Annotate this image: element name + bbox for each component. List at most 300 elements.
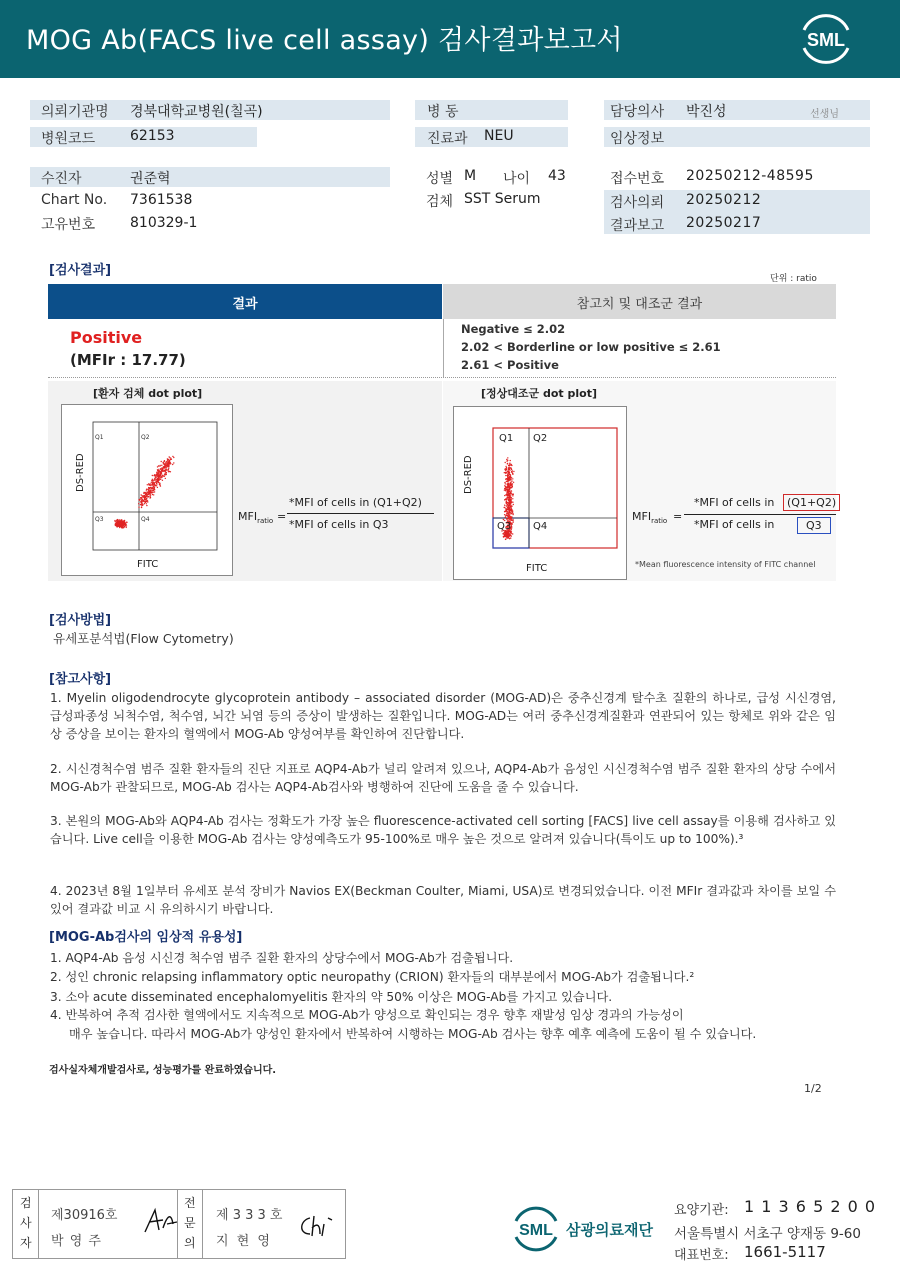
dot xyxy=(126,527,127,528)
examiner-name: 박 영 주 xyxy=(51,1234,102,1249)
dot xyxy=(508,514,509,515)
dot xyxy=(512,473,513,474)
dot xyxy=(512,495,513,496)
dot xyxy=(507,504,508,505)
specialist-signature xyxy=(296,1212,336,1240)
sml-footer-logo xyxy=(510,1203,562,1255)
dot xyxy=(505,462,506,463)
dot xyxy=(504,505,505,506)
note-4: 4. 2023년 8월 1일부터 유세포 분석 장비가 Navios EX(Beckman Coulter, Miami, USA)로 변경되었습니다. 이전 MFIr 결과값과 차이를 보일 수 있어 결과값 비교 시 유의하시기 바랍니다. xyxy=(50,884,836,916)
dot xyxy=(162,480,163,481)
utility-item: 3. 소아 acute disseminated encephalomyelitis 환자의 약 50% 이상은 MOG-Ab를 가지고 있습니다. xyxy=(50,990,613,1004)
dot xyxy=(510,503,511,504)
dot xyxy=(152,481,153,482)
dot xyxy=(511,533,512,534)
control-y-axis-label: DS-RED xyxy=(463,455,474,494)
sml-logo xyxy=(796,10,856,68)
dot xyxy=(508,483,509,484)
dot xyxy=(511,471,512,472)
inst-code-label: 요양기관: xyxy=(674,1203,729,1218)
dot xyxy=(148,493,149,494)
dot xyxy=(143,492,144,493)
dot xyxy=(172,464,173,465)
dot xyxy=(504,514,505,515)
dot xyxy=(155,479,156,480)
results-section-title: [검사결과] xyxy=(49,263,112,278)
dot xyxy=(506,492,507,493)
dot xyxy=(158,482,159,483)
dot xyxy=(512,514,513,515)
dot xyxy=(508,515,509,516)
dot xyxy=(117,520,118,521)
reference-column-header xyxy=(443,284,836,319)
dot xyxy=(511,497,512,498)
dot xyxy=(502,533,503,534)
dot xyxy=(157,470,158,471)
dot xyxy=(157,487,158,488)
dot xyxy=(506,532,507,533)
dot xyxy=(144,495,145,496)
dot xyxy=(509,467,510,468)
dot xyxy=(512,522,513,523)
dot xyxy=(505,466,506,467)
dot xyxy=(121,522,122,523)
dot xyxy=(156,474,157,475)
address: 서울특별시 서초구 양재동 9-60 xyxy=(674,1226,861,1242)
dot xyxy=(506,481,507,482)
control-denominator: *MFI of cells in xyxy=(694,518,775,531)
dot xyxy=(510,513,511,514)
dot xyxy=(146,493,147,494)
hospital-code-value: 62153 xyxy=(130,128,175,144)
dot xyxy=(159,484,160,485)
inst-code: 1 1 3 6 5 2 0 0 xyxy=(744,1197,877,1216)
dot xyxy=(160,477,161,478)
dot xyxy=(148,483,149,484)
dot xyxy=(161,461,162,462)
dot xyxy=(154,491,155,492)
info-bar xyxy=(30,167,390,187)
dot xyxy=(512,498,513,499)
dot xyxy=(154,487,155,488)
dot xyxy=(165,467,166,468)
dot xyxy=(169,457,170,458)
dot xyxy=(511,511,512,512)
reference-borderline: 2.02 < Borderline or low positive ≤ 2.61 xyxy=(461,340,721,354)
dot xyxy=(508,495,509,496)
svg-text:Q4: Q4 xyxy=(141,516,150,523)
svg-text:Q4: Q4 xyxy=(533,521,548,532)
dot xyxy=(146,498,147,499)
dot xyxy=(513,471,514,472)
dot xyxy=(510,493,511,494)
dot xyxy=(167,459,168,460)
dot xyxy=(168,471,169,472)
control-eq: = xyxy=(673,510,683,523)
dot xyxy=(506,505,507,506)
dot xyxy=(510,476,511,477)
institution-value: 경북대학교병원(칠곡) xyxy=(130,104,263,120)
dot xyxy=(510,535,511,536)
dot xyxy=(139,499,140,500)
dot xyxy=(506,499,507,500)
dot xyxy=(170,463,171,464)
dot xyxy=(505,533,506,534)
dot xyxy=(122,524,123,525)
doctor-suffix: 선생님 xyxy=(810,109,839,120)
result-mfir: (MFIr : 17.77) xyxy=(70,351,186,369)
patient-denominator: *MFI of cells in Q3 xyxy=(289,518,389,531)
dot xyxy=(511,517,512,518)
dot xyxy=(153,484,154,485)
dot xyxy=(508,486,509,487)
dot xyxy=(507,495,508,496)
svg-text:Q2: Q2 xyxy=(533,433,548,444)
dot xyxy=(140,501,141,502)
ward-label: 병 동 xyxy=(427,104,459,120)
patient-value: 권준혁 xyxy=(130,171,171,187)
dot xyxy=(165,478,166,479)
dot xyxy=(505,511,506,512)
dot xyxy=(124,520,125,521)
dot xyxy=(153,494,154,495)
dot xyxy=(503,536,504,537)
age-value: 43 xyxy=(548,168,566,184)
dot xyxy=(160,479,161,480)
result-positive: Positive xyxy=(70,328,143,347)
dot xyxy=(509,463,510,464)
specimen-value: SST Serum xyxy=(464,191,541,207)
fraction-bar xyxy=(287,513,434,514)
receipt-no-value: 20250212-48595 xyxy=(686,168,814,184)
dot xyxy=(508,533,509,534)
dot xyxy=(159,475,160,476)
dot xyxy=(121,527,122,528)
dot xyxy=(161,477,162,478)
svg-text:Q1: Q1 xyxy=(499,433,514,444)
dot xyxy=(510,494,511,495)
dot xyxy=(512,478,513,479)
dot xyxy=(170,459,171,460)
svg-text:Q3: Q3 xyxy=(95,516,104,523)
notes-section-title: [참고사항] xyxy=(49,672,112,687)
dot xyxy=(507,457,508,458)
dot xyxy=(504,534,505,535)
doctor-value: 박진성 xyxy=(686,104,727,120)
dot xyxy=(507,483,508,484)
dot xyxy=(147,501,148,502)
dot xyxy=(505,490,506,491)
patient-eq: = xyxy=(277,510,287,523)
dot xyxy=(156,481,157,482)
result-divider xyxy=(48,377,836,378)
dot xyxy=(146,503,147,504)
patient-label: 수진자 xyxy=(41,171,82,187)
specialist-label-cell: 전 문 의 xyxy=(177,1190,203,1258)
dot xyxy=(146,489,147,490)
dot xyxy=(510,537,511,538)
column-divider xyxy=(443,319,444,377)
dot xyxy=(161,465,162,466)
patient-plot-title: [환자 검체 dot plot] xyxy=(93,387,203,400)
dot xyxy=(120,520,121,521)
utility-item: 4. 반복하여 추적 검사한 혈액에서도 지속적으로 MOG-Ab가 양성으로 확인되는 경우 향후 재발성 임상 경과의 가능성이 xyxy=(50,1008,684,1022)
dot xyxy=(151,484,152,485)
dot xyxy=(505,468,506,469)
svg-text:Q3: Q3 xyxy=(497,521,512,532)
dot xyxy=(504,499,505,500)
dot xyxy=(118,523,119,524)
dot xyxy=(507,518,508,519)
result-column-header xyxy=(48,284,442,319)
dot xyxy=(509,489,510,490)
dot xyxy=(147,484,148,485)
report-date-label: 결과보고 xyxy=(610,218,665,234)
dot xyxy=(505,479,506,480)
dot xyxy=(119,522,120,523)
phone-label: 대표번호: xyxy=(674,1248,729,1263)
dot xyxy=(504,495,505,496)
patient-mfi-label: $MFI_{ratio}$ xyxy=(238,510,274,526)
dot xyxy=(142,495,143,496)
patient-dot-plot xyxy=(61,404,233,576)
dot xyxy=(509,512,510,513)
hospital-code-label: 병원코드 xyxy=(41,131,96,147)
report-title: MOG Ab(FACS live cell assay) 검사결과보고서 xyxy=(26,25,623,56)
unique-id-label: 고유번호 xyxy=(41,217,96,233)
dot xyxy=(511,468,512,469)
dot xyxy=(151,480,152,481)
dot xyxy=(119,526,120,527)
sex-value: M xyxy=(464,168,477,184)
dot xyxy=(138,503,139,504)
svg-text:SML: SML xyxy=(519,1222,553,1239)
dot xyxy=(510,479,511,480)
dot xyxy=(168,469,169,470)
chart-no-value: 7361538 xyxy=(130,192,193,208)
dot xyxy=(159,470,160,471)
dot xyxy=(504,485,505,486)
dot xyxy=(512,494,513,495)
dot xyxy=(506,486,507,487)
dot xyxy=(168,463,169,464)
dot xyxy=(157,474,158,475)
control-plot-title: [정상대조군 dot plot] xyxy=(481,387,597,400)
dot xyxy=(156,483,157,484)
control-numerator: *MFI of cells in xyxy=(694,496,775,509)
dot xyxy=(508,505,509,506)
dot xyxy=(156,477,157,478)
dot xyxy=(126,524,127,525)
request-date-label: 검사의뢰 xyxy=(610,195,665,211)
report-header xyxy=(0,0,900,78)
dot xyxy=(148,487,149,488)
page-number: 1/2 xyxy=(804,1082,822,1095)
dot xyxy=(158,465,159,466)
dot xyxy=(138,507,139,508)
dot xyxy=(148,496,149,497)
fraction-bar xyxy=(684,514,836,515)
dot xyxy=(150,487,151,488)
dot xyxy=(505,472,506,473)
dot xyxy=(146,505,147,506)
dot xyxy=(510,506,511,507)
specimen-label: 검체 xyxy=(426,194,454,210)
dot xyxy=(159,465,160,466)
dot xyxy=(506,461,507,462)
dot xyxy=(164,474,165,475)
specialist-license-no: 제 3 3 3 호 xyxy=(216,1208,283,1223)
institution-label: 의뢰기관명 xyxy=(41,104,109,120)
control-dot-plot xyxy=(453,406,627,580)
note-1: 1. Myelin oligodendrocyte glycoprotein antibody – associated disorder (MOG-AD)은 중추신경계 탈수초 질환의 하나로, 급성 시신경염, 급성파종성 뇌척수염, 척수염, 뇌간 뇌염 등의 증상이 발생하는 질환입니다. MOG-AD는 여러 중추신경계질환과 연관되어 있는 항체로 위와 같은 임상 증상을 보이는 환자의 혈액에서 MOG-Ab 양성여부를 확인하여 진단합니다. xyxy=(50,691,836,741)
dot xyxy=(142,501,143,502)
dot xyxy=(512,533,513,534)
dot xyxy=(167,458,168,459)
dot xyxy=(154,475,155,476)
utility-item: 1. AQP4-Ab 음성 시신경 척수염 범주 질환 환자의 상당수에서 MOG-Ab가 검출됩니다. xyxy=(50,951,514,965)
dot xyxy=(513,482,514,483)
clinical-info-label: 임상정보 xyxy=(610,131,665,147)
svg-text:SML: SML xyxy=(807,30,845,50)
dot xyxy=(511,480,512,481)
examiner-label-cell: 검 사 자 xyxy=(13,1190,39,1258)
note-3: 3. 본원의 MOG-Ab와 AQP4-Ab 검사는 정확도가 가장 높은 fluorescence-activated cell sorting [FACS] live cell assay를 이용해 검사하고 있습니다. Live cell을 이용한 MOG-Ab 검사는 양성예측도가 95-100%로 매우 높은 것으로 알려져 있습니다(특이도 up to 100%).³ xyxy=(50,814,836,846)
dot xyxy=(141,494,142,495)
note-2: 2. 시신경척수염 범주 질환 환자들의 진단 지표로 AQP4-Ab가 널리 알려져 있으나, AQP4-Ab가 음성인 시신경척수염 범주 질환 환자의 상당 수에서 MOG-Ab가 관찰되므로, MOG-Ab 검사는 AQP4-Ab검사와 병행하여 진단에 도움을 줄 수 있습니다. xyxy=(50,762,836,794)
utility-section-title: [MOG-Ab검사의 임상적 유용성] xyxy=(49,930,243,945)
dot xyxy=(506,508,507,509)
control-x-axis-label: FITC xyxy=(526,563,548,574)
dot xyxy=(507,497,508,498)
dot xyxy=(168,466,169,467)
control-mfi-label: $MFI_{ratio}$ xyxy=(632,510,668,526)
dot xyxy=(160,473,161,474)
dot xyxy=(507,463,508,464)
dot xyxy=(505,483,506,484)
dot xyxy=(158,472,159,473)
dot xyxy=(163,467,164,468)
dot xyxy=(153,486,154,487)
dot xyxy=(121,524,122,525)
dot xyxy=(143,500,144,501)
dot xyxy=(506,515,507,516)
dot xyxy=(505,475,506,476)
dot xyxy=(152,488,153,489)
dot xyxy=(126,522,127,523)
dot xyxy=(144,503,145,504)
footnote: *Mean fluorescence intensity of FITC channel xyxy=(635,560,816,569)
dot xyxy=(148,490,149,491)
dot xyxy=(507,477,508,478)
dot xyxy=(157,476,158,477)
signature-box xyxy=(12,1189,346,1259)
dot xyxy=(158,469,159,470)
dot xyxy=(508,507,509,508)
dot xyxy=(509,479,510,480)
dot xyxy=(511,490,512,491)
certification-note: 검사실자체개발검사로, 성능평가를 완료하였습니다. xyxy=(49,1065,277,1076)
dot xyxy=(506,467,507,468)
dot xyxy=(123,526,124,527)
patient-numerator: *MFI of cells in (Q1+Q2) xyxy=(289,496,422,509)
dot xyxy=(152,475,153,476)
dot xyxy=(507,513,508,514)
dot xyxy=(163,470,164,471)
dot xyxy=(504,482,505,483)
utility-item-continued: 매우 높습니다. 따라서 MOG-Ab가 양성인 환자에서 반복하여 시행하는 MOG-Ab 검사는 향후 예후 예측에 도움이 될 수 있습니다. xyxy=(69,1027,757,1041)
dot xyxy=(507,471,508,472)
dot xyxy=(508,492,509,493)
unique-id-value: 810329-1 xyxy=(130,215,198,231)
dot xyxy=(505,539,506,540)
dot xyxy=(154,478,155,479)
phone-number: 1661-5117 xyxy=(744,1243,826,1261)
dot xyxy=(508,465,509,466)
dot xyxy=(513,520,514,521)
age-label: 나이 xyxy=(503,171,531,187)
dot xyxy=(157,478,158,479)
department-value: NEU xyxy=(484,128,514,144)
dot xyxy=(511,524,512,525)
dot xyxy=(512,470,513,471)
dot xyxy=(166,472,167,473)
dot xyxy=(504,507,505,508)
dot xyxy=(154,485,155,486)
dot xyxy=(508,536,509,537)
dot xyxy=(504,488,505,489)
dot xyxy=(117,526,118,527)
dot xyxy=(159,478,160,479)
dot xyxy=(510,460,511,461)
method-text: 유세포분석법(Flow Cytometry) xyxy=(53,631,234,646)
dot xyxy=(509,504,510,505)
doctor-label: 담당의사 xyxy=(610,104,665,120)
dot xyxy=(509,496,510,497)
result-column-label: 결과 xyxy=(232,297,258,312)
dot xyxy=(172,456,173,457)
report-date-value: 20250217 xyxy=(686,215,762,231)
dot xyxy=(126,525,127,526)
org-name: 삼광의료재단 xyxy=(566,1221,653,1239)
dot xyxy=(150,483,151,484)
svg-text:Q1: Q1 xyxy=(95,434,104,441)
dot xyxy=(162,469,163,470)
patient-x-axis-label: FITC xyxy=(137,559,159,570)
dot xyxy=(173,462,174,463)
dot xyxy=(141,506,142,507)
dot xyxy=(159,482,160,483)
dot xyxy=(163,462,164,463)
reference-negative: Negative ≤ 2.02 xyxy=(461,322,566,336)
dot xyxy=(149,497,150,498)
dot xyxy=(506,501,507,502)
dot xyxy=(511,465,512,466)
method-section-title: [검사방법] xyxy=(49,613,112,628)
dot xyxy=(173,457,174,458)
q3-box: Q3 xyxy=(797,517,831,534)
dot xyxy=(166,465,167,466)
dot xyxy=(142,505,143,506)
dot xyxy=(168,464,169,465)
dot xyxy=(115,521,116,522)
unit-label: 단위 : ratio xyxy=(770,274,817,284)
sex-label: 성별 xyxy=(426,171,454,187)
dot xyxy=(506,469,507,470)
reference-column-label: 참고치 및 대조군 결과 xyxy=(576,297,703,312)
dot xyxy=(511,469,512,470)
dot xyxy=(169,462,170,463)
